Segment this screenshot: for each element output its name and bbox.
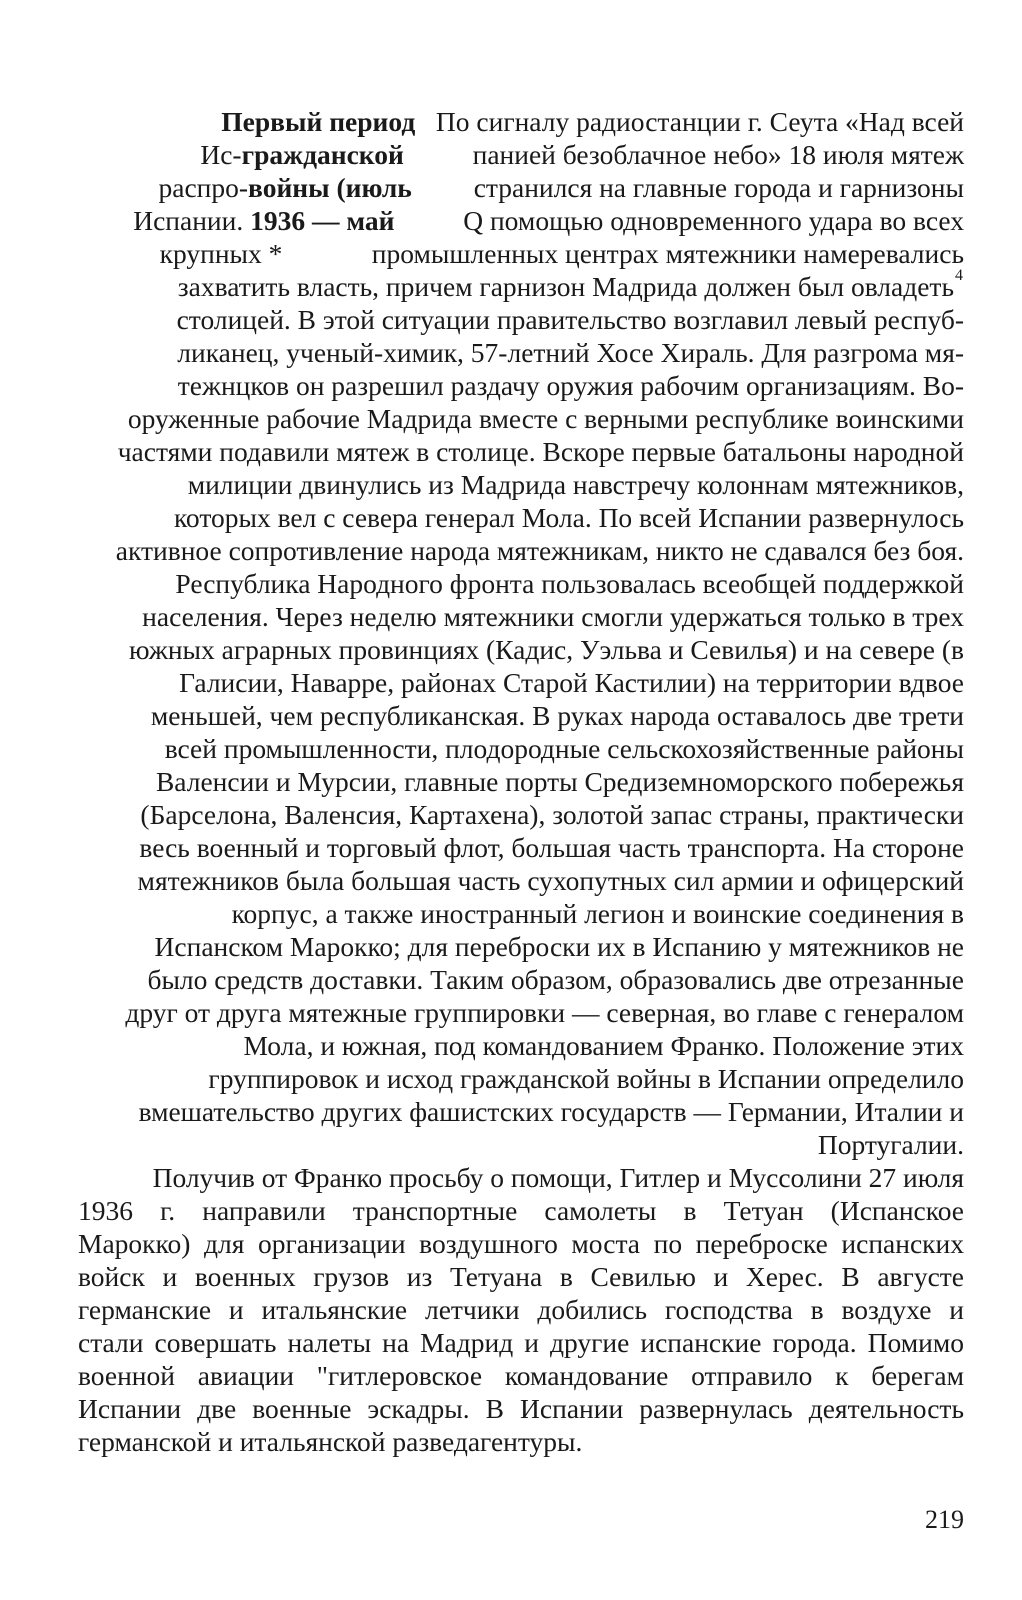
line-text: частями подавили мятеж в столице. Вскоре первые батальоны народной	[117, 436, 964, 467]
page-number: 219	[925, 1505, 964, 1534]
text-line	[78, 1359, 964, 1392]
line-prefix: распро-	[158, 172, 249, 203]
text-line	[78, 1392, 964, 1425]
text-line	[78, 270, 954, 303]
text-line	[78, 1062, 964, 1095]
text-line	[78, 336, 964, 369]
line-text: Испании две военные эскадры. В Испании развернулась деятельность	[78, 1393, 964, 1424]
line-text: столицей. В этой ситуации правительство возглавил левый респуб-	[176, 304, 964, 335]
line-text: германские и итальянские летчики добились господства в воздухе и	[78, 1294, 964, 1325]
line-prefix: Испании.	[133, 205, 251, 236]
text-line	[78, 501, 964, 534]
line-text: странился на главные города и гарнизоны	[473, 172, 964, 203]
line-text: милиции двинулись из Мадрида навстречу колоннам мятежников,	[187, 469, 964, 500]
text-line	[78, 237, 964, 270]
text-line	[78, 864, 964, 897]
text-line	[78, 996, 964, 1029]
line-text: промышленных центрах мятежники намеревались	[371, 238, 964, 269]
line-prefix: крупных *	[159, 238, 283, 269]
line-text: Республика Народного фронта пользовалась всеобщей поддержкой	[175, 568, 964, 599]
text-line	[78, 534, 964, 567]
text-line	[78, 1161, 964, 1194]
line-text: германской и итальянской разведагентуры.	[78, 1426, 583, 1457]
text-line	[78, 1095, 964, 1128]
line-text: активное сопротивление народа мятежникам, никто не сдавался без боя.	[115, 535, 964, 566]
line-text: группировок и исход гражданской войны в Испании определило	[208, 1063, 964, 1094]
text-line	[78, 633, 964, 666]
line-text: весь военный и торговый флот, большая часть транспорта. На стороне	[139, 832, 964, 863]
line-text: меньшей, чем республиканская. В руках народа оставалось две трети	[150, 700, 964, 731]
text-line	[78, 1425, 964, 1458]
margin-heading: Первый период	[221, 106, 416, 137]
text-line	[78, 369, 964, 402]
line-text: ликанец, ученый-химик, 57-летний Хосе Хираль. Для разгрома мя-	[177, 337, 964, 368]
text-line	[78, 600, 964, 633]
margin-heading: гражданской	[241, 139, 404, 170]
line-text: Валенсии и Мурсии, главные порты Средиземноморского побережья	[155, 766, 964, 797]
line-text: всей промышленности, плодородные сельскохозяйственные районы	[164, 733, 964, 764]
text-line	[78, 798, 964, 831]
text-line	[78, 963, 964, 996]
line-text: друг от друга мятежные группировки — северная, во главе с генералом	[125, 997, 964, 1028]
line-text: которых вел с севера генерал Мола. По всей Испании развернулось	[173, 502, 964, 533]
line-text: было средств доставки. Таким образом, образовались две отрезанные	[147, 964, 964, 995]
line-text: панией безоблачное небо» 18 июля мятеж	[472, 139, 964, 170]
line-text: мятежников была большая часть сухопутных сил армии и офицерский	[137, 865, 964, 896]
line-text: (Барселона, Валенсия, Картахена), золотой запас страны, практически	[140, 799, 964, 830]
text-line	[78, 138, 964, 171]
line-prefix: Ис-	[200, 139, 242, 170]
line-text: Q помощью одновременного удара во всех	[463, 205, 964, 236]
text-line	[78, 765, 964, 798]
text-line	[78, 435, 964, 468]
line-text: стали совершать налеты на Мадрид и другие испанские города. Помимо	[78, 1327, 964, 1358]
line-text: населения. Через неделю мятежники смогли удержаться только в трех	[142, 601, 964, 632]
line-text: Португалии.	[817, 1129, 964, 1160]
line-text: Мола, и южная, под командованием Франко. Положение этих	[243, 1030, 964, 1061]
text-line	[78, 897, 964, 930]
line-text: Получив от Франко просьбу о помощи, Гитлер и Муссолини 27 июля	[152, 1162, 964, 1193]
text-line	[78, 105, 964, 138]
text-line	[78, 1293, 964, 1326]
margin-heading: войны (июль	[248, 172, 412, 203]
text-line	[78, 468, 964, 501]
margin-heading: 1936 — май	[250, 205, 395, 236]
line-text: корпус, а также иностранный легион и воинские соединения в	[231, 898, 964, 929]
text-line	[78, 567, 964, 600]
text-line	[78, 831, 964, 864]
text-line	[78, 930, 964, 963]
text-line	[78, 1260, 964, 1293]
line-text: захватить власть, причем гарнизон Мадрида должен был овладеть	[177, 271, 954, 302]
text-line	[78, 1194, 964, 1227]
text-line	[78, 1326, 964, 1359]
text-line	[78, 666, 964, 699]
line-text: вмешательство других фашистских государств — Германии, Италии и	[138, 1096, 964, 1127]
line-text: Марокко) для организации воздушного моста по переброске испанских	[78, 1228, 964, 1259]
line-text: военной авиации "гитлеровское командование отправило к берегам	[78, 1360, 964, 1391]
footnote-marker: 4	[955, 267, 963, 284]
text-line	[78, 171, 964, 204]
text-line	[78, 402, 964, 435]
line-text: По сигналу радиостанции г. Сеута «Над всей	[435, 106, 964, 137]
line-text: тежнцков он разрешил раздачу оружия рабочим организациям. Во-	[177, 370, 964, 401]
line-text: Испанском Марокко; для переброски их в Испанию у мятежников не	[154, 931, 964, 962]
text-line	[78, 204, 964, 237]
text-line	[78, 1227, 964, 1260]
text-line	[78, 699, 964, 732]
text-line	[78, 732, 964, 765]
text-line	[78, 1128, 964, 1161]
line-text: Галисии, Наварре, районах Старой Кастилии) на территории вдвое	[179, 667, 964, 698]
line-text: оруженные рабочие Мадрида вместе с верными республике воинскими	[127, 403, 964, 434]
text-line	[78, 1029, 964, 1062]
text-line	[78, 303, 964, 336]
line-text: 1936 г. направили транспортные самолеты в Тетуан (Испанское	[78, 1195, 964, 1226]
line-text: войск и военных грузов из Тетуана в Севилью и Херес. В августе	[78, 1261, 964, 1292]
line-text: южных аграрных провинциях (Кадис, Уэльва и Севилья) и на севере (в	[128, 634, 964, 665]
